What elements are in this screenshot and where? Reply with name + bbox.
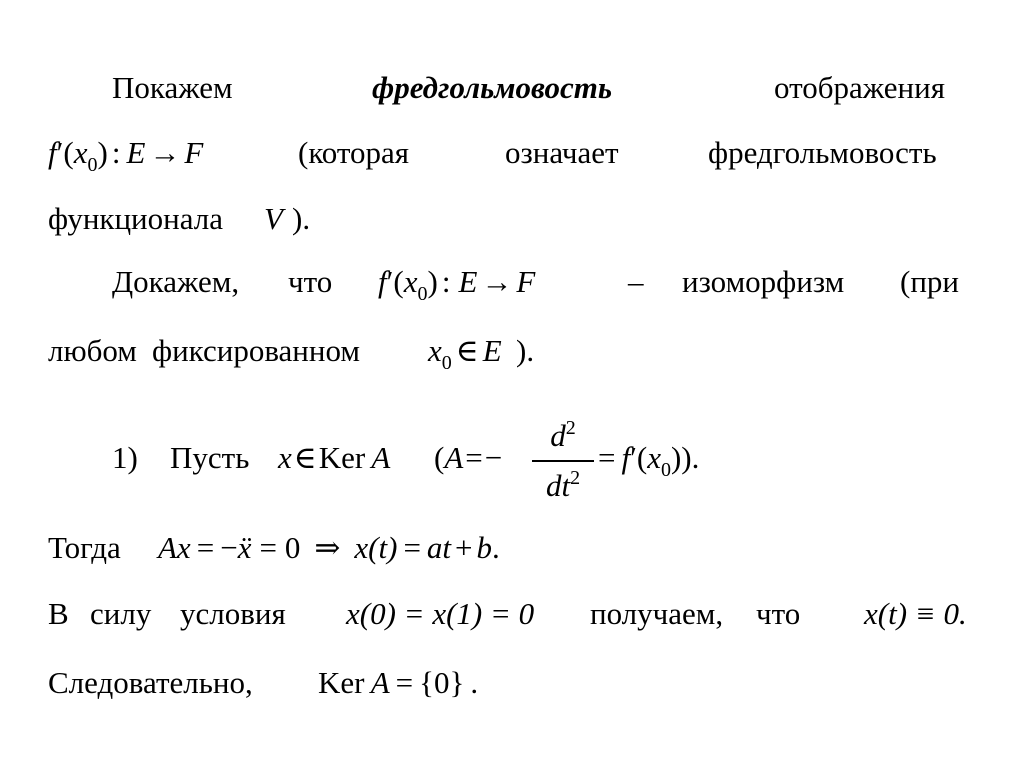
word: фиксированном	[152, 333, 361, 368]
word: любом	[48, 333, 137, 368]
math-symbol: →	[481, 264, 513, 299]
formula-map	[48, 133, 203, 177]
word: Покажем	[112, 70, 233, 105]
math-symbol: =	[259, 530, 277, 565]
math-symbol: ′	[386, 264, 394, 299]
then-line	[0, 528, 1024, 568]
math-symbol: A	[444, 440, 464, 475]
math-symbol: =	[403, 530, 421, 565]
math-set: {0}	[419, 665, 465, 700]
word: фредгольмовость	[708, 135, 937, 170]
math-superscript: 2	[565, 417, 576, 439]
formula-definition	[434, 438, 502, 478]
math-symbol: E	[482, 333, 502, 368]
math-symbol: V	[264, 201, 283, 236]
math-symbol: =	[196, 530, 215, 565]
math-symbol: F	[184, 135, 204, 170]
math-symbol: −	[484, 440, 503, 475]
item-number: 1)	[112, 440, 138, 475]
math-subscript: 0	[660, 459, 671, 481]
word: изоморфизм	[682, 264, 845, 299]
formula-derivative	[598, 438, 699, 482]
math-symbol: )	[97, 135, 108, 170]
math-symbol: f	[48, 135, 57, 170]
punctuation: ).	[292, 201, 311, 236]
math-symbol: F	[516, 264, 536, 299]
math-number: 0	[284, 530, 301, 565]
math-symbol: x	[403, 264, 418, 299]
word: отображения	[774, 70, 945, 105]
formula-boundary: x(0) = x(1) = 0	[346, 596, 535, 631]
punctuation: .	[492, 530, 500, 565]
math-symbol: ′	[56, 135, 64, 170]
word: что	[288, 264, 333, 299]
punctuation: .	[470, 665, 479, 700]
formula-ode	[158, 528, 500, 568]
formula-map	[378, 262, 535, 306]
item1-line	[0, 417, 1024, 503]
math-symbol: (	[393, 264, 404, 299]
fraction-denominator	[528, 466, 598, 510]
formula-kernel	[278, 438, 390, 478]
conclusion-line	[0, 663, 1024, 703]
math-symbol: +	[455, 530, 473, 565]
word: силу	[90, 596, 152, 631]
word: В	[48, 596, 69, 631]
math-symbol: :	[111, 135, 121, 170]
math-subscript: 0	[417, 283, 428, 305]
math-symbol: (	[434, 440, 445, 475]
math-symbol: A	[371, 440, 391, 475]
math-operator: Ker	[318, 440, 366, 475]
p2-line1	[0, 262, 1024, 305]
math-symbol: =	[465, 440, 483, 475]
math-symbol: =	[598, 440, 616, 475]
math-subscript: 0	[441, 352, 452, 374]
punctuation: ).	[516, 333, 535, 368]
math-symbol: →	[149, 135, 181, 170]
math-symbol: f	[621, 440, 631, 475]
math-symbol: E	[458, 264, 478, 299]
math-symbol: =	[395, 665, 414, 700]
math-symbol: ẍ	[237, 530, 252, 565]
math-symbol: ′	[630, 440, 637, 475]
math-operator: Ker	[318, 665, 365, 700]
math-symbol: f	[378, 264, 387, 299]
math-expression: x(t)	[354, 530, 398, 565]
word: условия	[180, 596, 286, 631]
word: Докажем,	[112, 264, 240, 299]
emphasized-term: фредгольмовость	[372, 70, 613, 105]
word: получаем,	[590, 596, 724, 631]
math-symbol: :	[441, 264, 451, 299]
fraction-bar	[532, 460, 594, 462]
word: (которая	[298, 135, 410, 170]
formula-result: x(t) ≡ 0.	[864, 596, 967, 631]
word: Следовательно,	[48, 665, 253, 700]
formula-membership	[428, 331, 502, 375]
math-symbol: d	[550, 418, 566, 453]
math-symbol: ∈	[455, 333, 479, 368]
math-symbol: ⇒	[314, 530, 341, 565]
math-symbol: E	[126, 135, 146, 170]
word: функционала	[48, 201, 223, 236]
word: Пусть	[170, 440, 250, 475]
math-symbol: x	[73, 135, 88, 170]
word: (при	[900, 264, 960, 299]
formula-kernel-result	[318, 663, 478, 703]
math-symbol: −	[220, 530, 238, 565]
math-symbol: b	[476, 530, 493, 565]
word: Тогда	[48, 530, 121, 565]
math-symbol: )).	[670, 440, 700, 475]
fraction-numerator	[528, 416, 598, 460]
p1-line3	[0, 199, 1024, 239]
math-superscript: 2	[570, 467, 581, 489]
math-expression: Ax	[158, 530, 191, 565]
math-symbol: A	[370, 665, 390, 700]
word: что	[756, 596, 801, 631]
math-expression: at	[426, 530, 452, 565]
math-symbol: dt	[545, 468, 571, 503]
p1-line1	[0, 68, 1024, 108]
math-symbol: (	[63, 135, 74, 170]
math-symbol: x	[647, 440, 661, 475]
condition-line	[0, 594, 1024, 634]
math-symbol: (	[636, 440, 648, 475]
math-symbol: x	[278, 440, 292, 475]
p1-line2	[0, 133, 1024, 176]
word: означает	[505, 135, 619, 170]
math-symbol: )	[427, 264, 438, 299]
p2-line2	[0, 331, 1024, 374]
math-symbol: ∈	[293, 440, 317, 475]
dash: –	[628, 264, 644, 299]
math-symbol: x	[428, 333, 442, 368]
math-subscript: 0	[87, 154, 98, 176]
